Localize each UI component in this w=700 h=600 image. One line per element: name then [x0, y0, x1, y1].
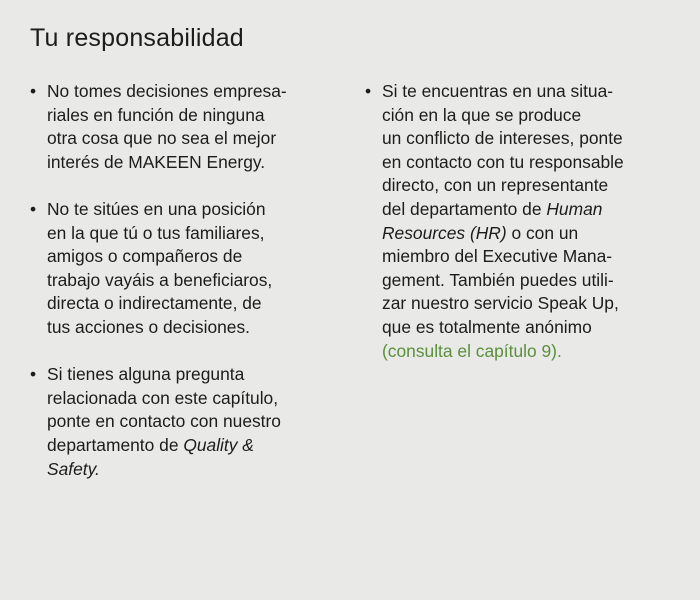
text-line: ponte en contacto con nuestro — [47, 411, 281, 432]
text-line: interés de MAKEEN Energy. — [47, 151, 266, 172]
text-line — [47, 434, 335, 458]
department-name: Human — [546, 198, 603, 219]
list-item — [30, 198, 335, 340]
text-line — [382, 198, 675, 222]
list-item — [365, 80, 675, 363]
text-segment: o con un — [506, 222, 579, 243]
text-line: Si tienes alguna pregunta — [47, 364, 245, 385]
bullet-marker: • — [365, 81, 372, 101]
bullet-marker: • — [30, 364, 37, 385]
text-segment: del departamento de — [382, 198, 547, 219]
chapter-reference-link[interactable]: (consulta el capítulo 9). — [382, 340, 562, 361]
text-line: No te sitúes en una posición — [47, 198, 266, 219]
text-line: gement. También puedes utili- — [382, 269, 614, 290]
text-line: amigos o compañeros de — [47, 246, 243, 267]
text-line: un conflicto de intereses, ponte — [382, 128, 623, 149]
text-line: que es totalmente anónimo — [382, 316, 592, 337]
page-title: Tu responsabilidad — [30, 24, 244, 52]
list-item — [30, 80, 335, 174]
text-line: directa o indirectamente, de — [47, 293, 262, 314]
right-column — [365, 80, 675, 387]
bullet-marker: • — [30, 198, 37, 219]
text-line: directo, con un representante — [382, 175, 609, 196]
text-line: riales en función de ninguna — [47, 104, 265, 125]
text-line: ción en la que se produce — [382, 104, 582, 125]
left-column — [30, 80, 335, 505]
text-line: otra cosa que no sea el mejor — [47, 128, 277, 149]
text-line: No tomes decisiones empresa- — [47, 81, 287, 101]
text-line: relacionada con este capítulo, — [47, 387, 279, 408]
text-line: en contacto con tu responsable — [382, 151, 624, 172]
text-line: tus acciones o decisiones. — [47, 316, 251, 337]
text-line: zar nuestro servicio Speak Up, — [382, 293, 619, 314]
department-name: Safety. — [47, 458, 100, 479]
department-name: Quality & — [183, 434, 254, 455]
text-line: Si te encuentras en una situa- — [382, 81, 614, 101]
text-line — [382, 222, 675, 246]
text-line: miembro del Executive Mana- — [382, 246, 613, 267]
text-line: trabajo vayáis a beneficiaros, — [47, 269, 273, 290]
text-line — [47, 458, 335, 482]
list-item — [30, 363, 335, 481]
text-line: en la que tú o tus familiares, — [47, 222, 265, 243]
text-segment: departamento de — [47, 434, 184, 455]
department-name: Resources (HR) — [382, 222, 507, 243]
bullet-marker: • — [30, 81, 37, 101]
